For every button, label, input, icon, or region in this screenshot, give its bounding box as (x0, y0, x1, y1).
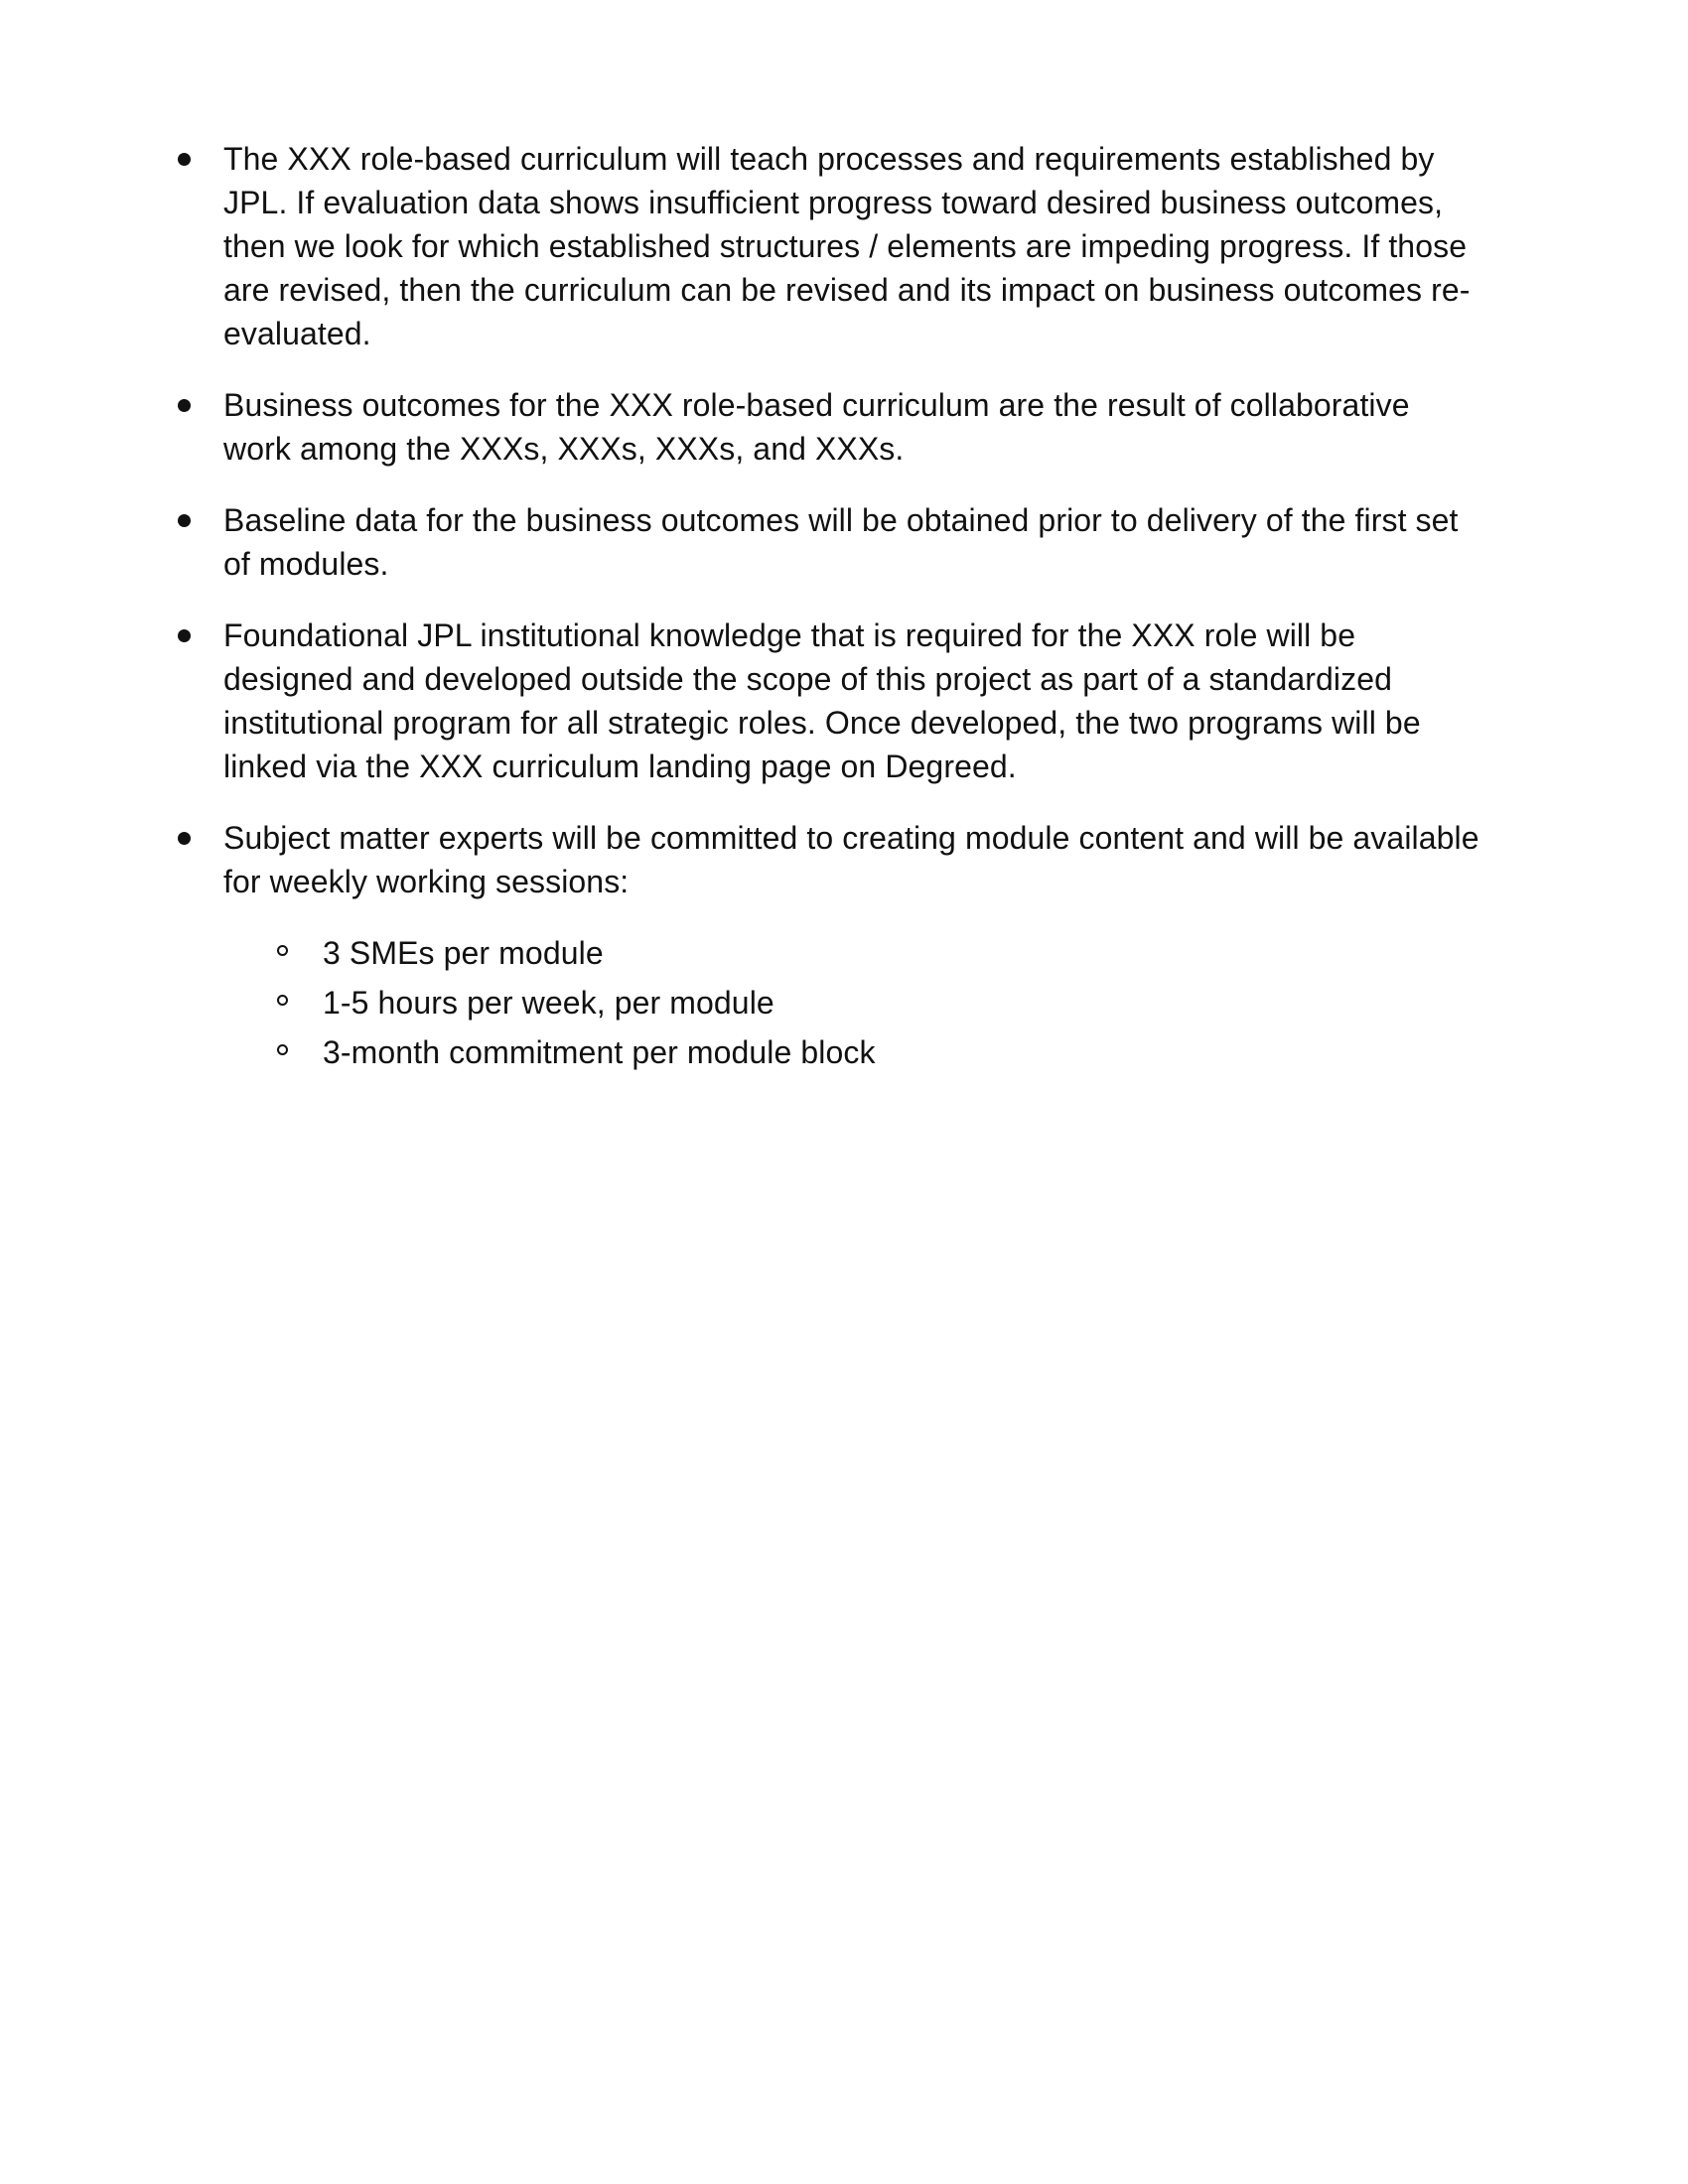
hollow-circle-bullet-marker (277, 995, 288, 1006)
sub-bullet-text: 3-month commitment per module block (323, 1034, 876, 1070)
sub-bullet-item (223, 981, 1484, 1024)
bullet-item-foundational-knowledge (174, 614, 1484, 788)
sub-bullet-item (223, 1030, 1484, 1074)
bullet-list (174, 137, 1484, 1102)
bullet-marker (178, 832, 191, 845)
hollow-circle-bullet-marker (277, 945, 288, 956)
bullet-item-curriculum-processes (174, 137, 1484, 355)
bullet-text: Foundational JPL institutional knowledge that is required for the XXX role will be designed and developed outside the scope of this project as part of a standardized institutional program for all strategic roles. Once developed, the two programs will be linked via the XXX curriculum landing page on Degreed. (223, 617, 1421, 784)
bullet-marker (178, 399, 191, 412)
bullet-marker (178, 514, 191, 527)
bullet-text: Subject matter experts will be committed to creating module content and will be available for weekly working sessions: (223, 820, 1479, 899)
sub-bullet-list (223, 931, 1484, 1074)
bullet-marker (178, 629, 191, 642)
bullet-item-baseline-data (174, 498, 1484, 586)
hollow-circle-bullet-marker (277, 1044, 288, 1055)
sub-bullet-text: 3 SMEs per module (323, 935, 604, 971)
sub-bullet-text: 1-5 hours per week, per module (323, 985, 774, 1021)
bullet-item-business-outcomes (174, 383, 1484, 471)
bullet-item-subject-matter-experts (174, 816, 1484, 1074)
bullet-text: The XXX role-based curriculum will teach processes and requirements established by JPL. If evaluation data shows insufficient progress toward desired business outcomes, then we look for which established structures / elements are impeding progress. If those are revised, then the curriculum can be revised and its impact on business outcomes re-evaluated. (223, 141, 1471, 351)
bullet-marker (178, 153, 191, 166)
bullet-text: Business outcomes for the XXX role-based curriculum are the result of collaborative work among the XXXs, XXXs, XXXs, and XXXs. (223, 387, 1410, 467)
sub-bullet-item (223, 931, 1484, 975)
bullet-text: Baseline data for the business outcomes will be obtained prior to delivery of the first set of modules. (223, 502, 1459, 582)
